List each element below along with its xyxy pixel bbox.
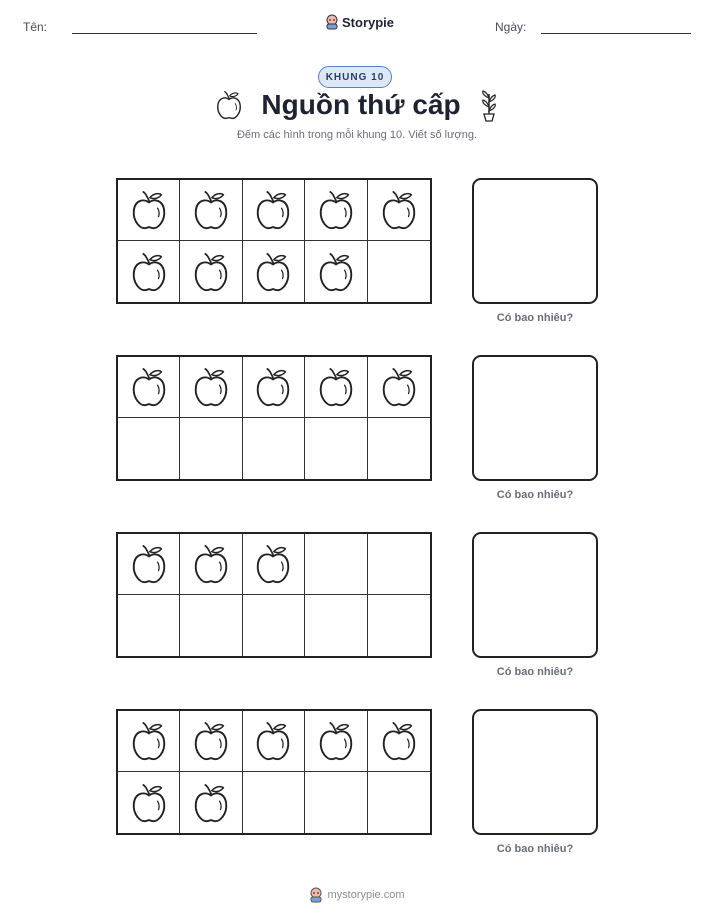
apple-icon [254, 190, 292, 230]
date-label: Ngày: [495, 20, 527, 34]
apple-icon [380, 367, 418, 407]
apple-icon [317, 252, 355, 292]
frame-cell [180, 534, 242, 595]
apple-icon [317, 190, 355, 230]
brand-name: Storypie [342, 14, 395, 30]
answer-box[interactable] [472, 178, 598, 304]
apple-icon [130, 544, 168, 584]
apple-icon [130, 190, 168, 230]
apple-icon [215, 90, 243, 120]
apple-icon [192, 721, 230, 761]
frame-cell [243, 241, 305, 302]
frame-cell [305, 180, 367, 241]
frame-cell [368, 772, 430, 833]
answer-box[interactable] [472, 355, 598, 481]
frame-cell [118, 241, 180, 302]
apple-icon [254, 721, 292, 761]
footer-site: mystorypie.com [327, 889, 405, 901]
frame-cell [368, 241, 430, 302]
frame-cell [243, 711, 305, 772]
frame-cell [180, 711, 242, 772]
brand-logo [325, 14, 394, 30]
frame-cell [305, 534, 367, 595]
apple-icon [130, 252, 168, 292]
apple-icon [192, 544, 230, 584]
name-line[interactable] [72, 33, 257, 34]
frame-cell [118, 595, 180, 656]
frame-cell [180, 180, 242, 241]
frame-cell [180, 595, 242, 656]
apple-icon [380, 190, 418, 230]
storypie-mascot-icon [325, 14, 339, 30]
frame-cell [118, 772, 180, 833]
title-row [0, 88, 714, 122]
apple-icon [254, 367, 292, 407]
frame-cell [243, 418, 305, 479]
frame-cell [305, 595, 367, 656]
name-label: Tên: [23, 20, 48, 34]
frame-cell [243, 180, 305, 241]
date-line[interactable] [541, 33, 691, 34]
frame-cell [118, 357, 180, 418]
frame-cell [305, 357, 367, 418]
answer-label: Có bao nhiêu? [496, 666, 574, 678]
apple-icon [192, 252, 230, 292]
worksheet-badge: KHUNG 10 [318, 66, 392, 88]
frame-cell [368, 534, 430, 595]
apple-icon [254, 544, 292, 584]
plant-icon [479, 88, 499, 122]
ten-frame [116, 178, 432, 304]
frame-cell [118, 711, 180, 772]
ten-frame [116, 532, 432, 658]
frame-cell [305, 772, 367, 833]
apple-icon [192, 367, 230, 407]
apple-icon [317, 721, 355, 761]
frame-cell [118, 180, 180, 241]
apple-icon [130, 721, 168, 761]
frame-cell [368, 357, 430, 418]
frame-cell [305, 711, 367, 772]
footer [0, 887, 714, 903]
answer-box[interactable] [472, 709, 598, 835]
apple-icon [130, 783, 168, 823]
frame-cell [243, 772, 305, 833]
frame-cell [368, 711, 430, 772]
answer-label: Có bao nhiêu? [496, 843, 574, 855]
frame-cell [368, 595, 430, 656]
frame-cell [243, 534, 305, 595]
frame-cell [180, 357, 242, 418]
apple-icon [130, 367, 168, 407]
apple-icon [192, 783, 230, 823]
answer-box[interactable] [472, 532, 598, 658]
frame-cell [305, 418, 367, 479]
frame-cell [368, 180, 430, 241]
page-title: Nguồn thứ cấp [261, 89, 461, 120]
apple-icon [192, 190, 230, 230]
answer-label: Có bao nhiêu? [496, 489, 574, 501]
instructions: Đếm các hình trong mỗi khung 10. Viết số lượng. [236, 129, 477, 141]
ten-frame [116, 355, 432, 481]
ten-frame [116, 709, 432, 835]
frame-cell [180, 418, 242, 479]
frame-cell [180, 241, 242, 302]
answer-label: Có bao nhiêu? [496, 312, 574, 324]
frame-cell [305, 241, 367, 302]
frame-cell [118, 418, 180, 479]
frame-cell [180, 772, 242, 833]
apple-icon [317, 367, 355, 407]
apple-icon [254, 252, 292, 292]
frame-cell [368, 418, 430, 479]
frame-cell [243, 595, 305, 656]
storypie-mascot-icon [309, 887, 323, 903]
frame-cell [118, 534, 180, 595]
frame-cell [243, 357, 305, 418]
apple-icon [380, 721, 418, 761]
